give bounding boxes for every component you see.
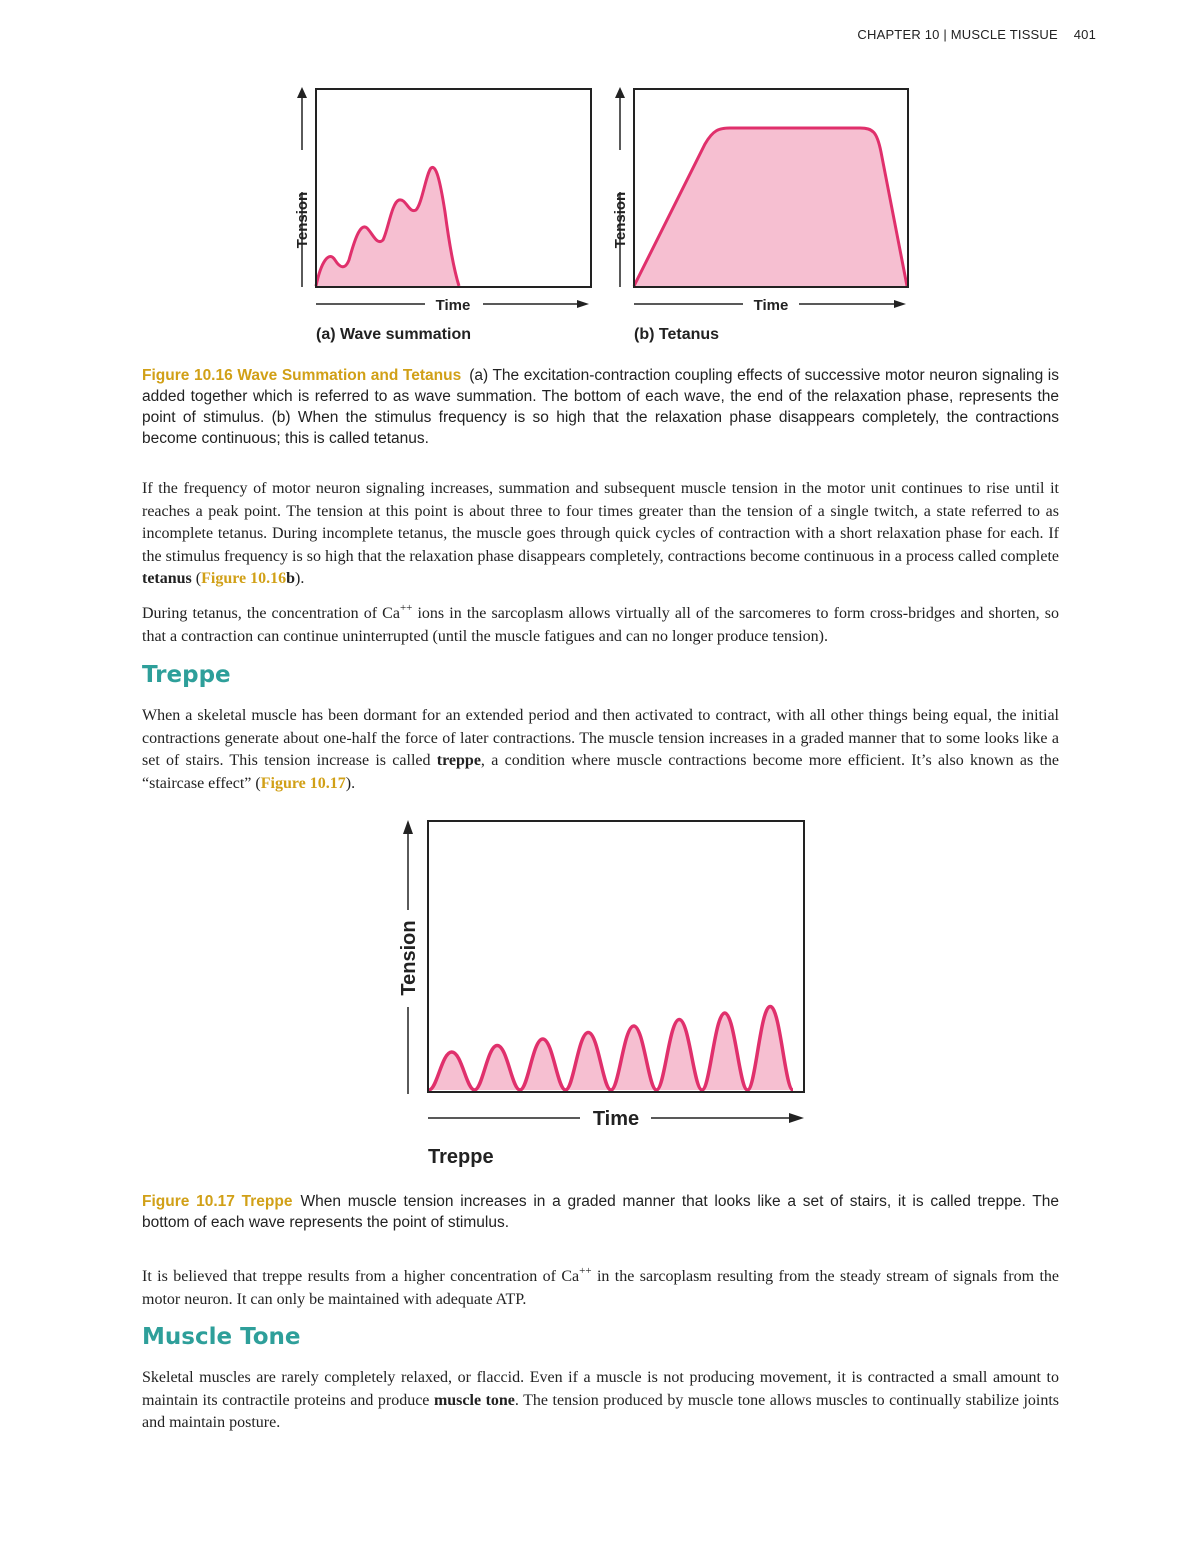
figure-10-17 [385, 812, 825, 1172]
paren-close-treppe: ). [345, 774, 356, 792]
figure-10-16-caption-label: Figure 10.16 Wave Summation and Tetanus [142, 367, 462, 384]
paragraph-treppe-middle: , a condition where muscle contractions become more efficient. It’s also known as the “staircase effect” ( [142, 752, 1059, 792]
term-tetanus: tetanus [142, 570, 192, 587]
paren-close: ). [295, 570, 305, 587]
paragraph-muscle-tone-after: . The tension produced by muscle tone allows muscles to continually stabilize joints and maintain posture. [142, 1391, 1060, 1431]
paragraph-tetanus-after: ions in the sarcoplasm allows virtually all of the sarcomeres to form cross-bridges and shorten, so that a contraction can continue uninterrupted (until the muscle fatigues and can no longer produce tension). [142, 605, 1059, 645]
page-number: 401 [1073, 27, 1096, 42]
running-head-title: CHAPTER 10 | MUSCLE TISSUE [857, 27, 1058, 42]
paragraph-muscle-tone-before: Skeletal muscles are rarely completely relaxed, or flaccid. Even if a muscle is not producing movement, it is contracted a small amount to maintain its contractile proteins and produce [142, 1369, 1059, 1409]
link-figure-10-16[interactable]: Figure 10.16 [201, 570, 287, 587]
treppe-y-axis-label: Tension [398, 920, 420, 996]
term-muscle-tone: muscle tone [433, 1391, 515, 1409]
panel-a-x-axis-label: Time [435, 297, 471, 314]
treppe-plot-frame [428, 821, 804, 1092]
superscript-charge: ++ [399, 602, 413, 614]
term-treppe: treppe [436, 752, 481, 769]
treppe-label: Treppe [428, 1146, 494, 1168]
figure-10-16-caption-text: (a) The excitation-contraction coupling effects of successive motor neuron signaling is added together which is referred to as wave summation. The bottom of each wave, the end of the relaxation phase, represents the point of stimulus. (b) When the stimulus frequency is so high that the relaxation phase disappears completely, the contractions become continuous; this is called tetanus. [142, 367, 1059, 447]
paragraph-treppe-cause-before: It is believed that treppe results from a higher concentration of Ca [142, 1268, 580, 1285]
paragraph-treppe-before: When a skeletal muscle has been dormant for an extended period and then activated to contract, with all other things being equal, the initial contractions generate about one-half the force of later contractions. The muscle tension increases in a graded manner that to some looks like a set of stairs. This tension increase is called [142, 707, 1059, 769]
running-head [857, 27, 1096, 42]
panel-b-x-axis-label: Time [753, 297, 789, 314]
heading-treppe: Treppe [142, 662, 231, 688]
figure-10-17-svg [385, 812, 825, 1172]
panel-a-wave-summation [294, 87, 591, 343]
paragraph-summation [142, 478, 1059, 591]
heading-muscle-tone: Muscle Tone [142, 1324, 301, 1350]
paragraph-tetanus-before: During tetanus, the concentration of Ca [142, 605, 400, 622]
paragraph-treppe-cause-after: in the sarcoplasm resulting from the steady stream of signals from the motor neuron. It can only be maintained with adequate ATP. [142, 1268, 1059, 1308]
paragraph-treppe-cause [142, 1266, 1059, 1311]
figure-10-17-caption-label: Figure 10.17 Treppe [142, 1193, 293, 1210]
link-figure-10-17[interactable]: Figure 10.17 [260, 774, 346, 792]
panel-a-label: (a) Wave summation [316, 326, 471, 343]
figure-10-16-svg [285, 82, 925, 352]
figure-10-17-caption-text: When muscle tension increases in a graded manner that looks like a set of stairs, it is called treppe. The bottom of each wave represents the point of stimulus. [142, 1193, 1059, 1231]
paragraph-muscle-tone [142, 1367, 1059, 1435]
paragraph-treppe [142, 705, 1059, 795]
panel-b-y-axis-label: Tension [612, 191, 629, 249]
figure-10-16 [285, 82, 925, 352]
paragraph-tetanus [142, 603, 1059, 648]
figure-10-16-caption [142, 365, 1059, 449]
panel-a-y-axis-label: Tension [294, 191, 311, 249]
treppe-x-axis-label: Time [592, 1108, 640, 1130]
panel-b-tetanus [612, 87, 908, 343]
paragraph-summation-text: If the frequency of motor neuron signaling increases, summation and subsequent muscle tension in the motor unit continues to rise until it reaches a peak point. The tension at this point is about three to four times greater than the tension of a single twitch, a state referred to as incomplete tetanus. During incomplete tetanus, the muscle goes through quick cycles of contraction with a short relaxation phase for each. If the stimulus frequency is so high that the relaxation phase disappears completely, contractions become continuous in a process called complete [142, 480, 1059, 565]
panel-b-label: (b) Tetanus [634, 326, 720, 343]
link-suffix: b [286, 570, 296, 587]
superscript-charge-2: ++ [579, 1265, 592, 1277]
figure-10-17-caption [142, 1191, 1059, 1233]
paren-open: ( [191, 570, 202, 587]
